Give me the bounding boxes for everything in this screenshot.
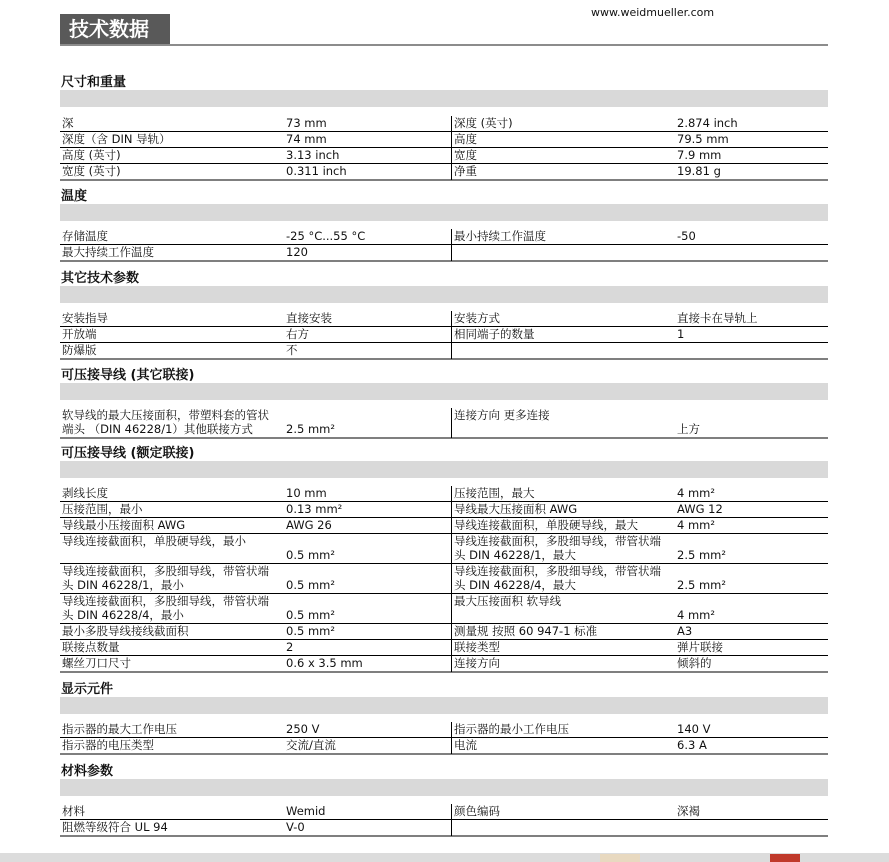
- spec-label: 剥线长度: [62, 486, 108, 500]
- spec-label: 螺丝刀口尺寸: [62, 656, 131, 670]
- spec-label: 联接点数量: [62, 640, 120, 654]
- spec-label: 导线连接截面积，多股细导线，带管状端 头 DIN 46228/4，最大: [454, 564, 661, 592]
- section-end-rule: [60, 671, 828, 673]
- spec-value: Wemid: [286, 804, 326, 818]
- spec-label: 连接方向 更多连接: [454, 408, 550, 422]
- section-band: [60, 383, 828, 400]
- section-title-other: 其它技术参数: [61, 271, 140, 286]
- spec-label: 高度: [454, 132, 477, 146]
- spec-value: 直接卡在导轨上: [677, 311, 758, 325]
- spec-label: 指示器的最大工作电压: [62, 722, 177, 736]
- spec-label: 宽度: [454, 148, 477, 162]
- spec-value: 0.5 mm²: [286, 548, 335, 562]
- section-end-rule: [60, 437, 828, 439]
- spec-label: 联接类型: [454, 640, 500, 654]
- spec-value: 4 mm²: [677, 486, 715, 500]
- spec-value: 0.5 mm²: [286, 608, 335, 622]
- section-end-rule: [60, 753, 828, 755]
- spec-label: 软导线的最大压接面积，带塑料套的管状 端头 （DIN 46228/1）其他联接方式: [62, 408, 269, 436]
- section-band: [60, 461, 828, 478]
- spec-value: 4 mm²: [677, 608, 715, 622]
- section-end-rule: [60, 358, 828, 360]
- footer-strip: [0, 853, 889, 862]
- footer-accent-left: [600, 854, 640, 862]
- spec-value: 右方: [286, 327, 309, 341]
- row-rule: [60, 737, 828, 738]
- column-divider: [451, 311, 452, 359]
- section-band: [60, 697, 828, 714]
- spec-value: 2.874 inch: [677, 116, 738, 130]
- spec-label: 导线连接截面积，多股细导线，带管状端 头 DIN 46228/1，最大: [454, 534, 661, 562]
- spec-label: 最大持续工作温度: [62, 245, 154, 259]
- spec-value: 250 V: [286, 722, 320, 736]
- spec-label: 深: [62, 116, 74, 130]
- spec-label: 净重: [454, 164, 477, 178]
- spec-value: 1: [677, 327, 685, 341]
- page-title: 技术数据: [60, 14, 170, 44]
- section-title-material: 材料参数: [61, 764, 114, 779]
- spec-value: 倾斜的: [677, 656, 712, 670]
- section-band: [60, 204, 828, 221]
- row-rule: [60, 342, 828, 343]
- section-end-rule: [60, 835, 828, 837]
- section-band: [60, 779, 828, 796]
- spec-value: 4 mm²: [677, 518, 715, 532]
- spec-value: 6.3 A: [677, 738, 707, 752]
- column-divider: [451, 408, 452, 438]
- spec-value: 74 mm: [286, 132, 327, 146]
- spec-value: 不: [286, 343, 298, 357]
- section-band: [60, 90, 828, 107]
- section-title-indicator: 显示元件: [61, 682, 114, 697]
- spec-label: 最大压接面积 软导线: [454, 594, 562, 608]
- spec-value: 2.5 mm²: [286, 422, 335, 436]
- spec-value: 79.5 mm: [677, 132, 729, 146]
- row-rule: [60, 326, 828, 327]
- spec-value: 深褐: [677, 804, 700, 818]
- spec-label: 深度 (英寸): [454, 116, 513, 130]
- spec-value: 直接安装: [286, 311, 332, 325]
- spec-label: 测量规 按照 60 947-1 标准: [454, 624, 598, 638]
- spec-label: 导线连接截面积，单股硬导线，最小: [62, 534, 246, 548]
- spec-value: 19.81 g: [677, 164, 721, 178]
- section-end-rule: [60, 260, 828, 262]
- spec-label: 存储温度: [62, 229, 108, 243]
- spec-value: 2: [286, 640, 294, 654]
- spec-value: 0.6 x 3.5 mm: [286, 656, 363, 670]
- spec-label: 安装方式: [454, 311, 500, 325]
- spec-label: 导线最大压接面积 AWG: [454, 502, 578, 516]
- spec-value: -50: [677, 229, 696, 243]
- spec-label: 压接范围，最大: [454, 486, 535, 500]
- spec-label: 开放端: [62, 327, 97, 341]
- spec-label: 导线连接截面积，单股硬导线，最大: [454, 518, 638, 532]
- spec-value: 0.5 mm²: [286, 578, 335, 592]
- section-end-rule: [60, 179, 828, 181]
- column-divider: [451, 486, 452, 672]
- spec-value: 140 V: [677, 722, 711, 736]
- spec-label: 最小持续工作温度: [454, 229, 546, 243]
- spec-label: 相同端子的数量: [454, 327, 535, 341]
- spec-label: 压接范围，最小: [62, 502, 143, 516]
- column-divider: [451, 804, 452, 836]
- spec-value: 2.5 mm²: [677, 548, 726, 562]
- spec-value: 120: [286, 245, 308, 259]
- spec-value: AWG 26: [286, 518, 332, 532]
- spec-value: 73 mm: [286, 116, 327, 130]
- spec-value: AWG 12: [677, 502, 723, 516]
- spec-value: 弹片联接: [677, 640, 723, 654]
- spec-value: 0.5 mm²: [286, 624, 335, 638]
- row-rule: [60, 244, 828, 245]
- section-title-dimensions: 尺寸和重量: [61, 75, 127, 90]
- spec-value: 0.13 mm²: [286, 502, 343, 516]
- spec-label: 电流: [454, 738, 477, 752]
- spec-label: 材料: [62, 804, 85, 818]
- spec-label: 高度 (英寸): [62, 148, 121, 162]
- spec-label: 安装指导: [62, 311, 108, 325]
- spec-label: 连接方向: [454, 656, 500, 670]
- spec-value: 上方: [677, 422, 700, 436]
- footer-accent-right: [770, 854, 800, 862]
- spec-label: 指示器的最小工作电压: [454, 722, 569, 736]
- column-divider: [451, 722, 452, 754]
- column-divider: [451, 116, 452, 180]
- spec-label: 最小多股导线接线截面积: [62, 624, 189, 638]
- spec-value: 7.9 mm: [677, 148, 722, 162]
- spec-label: 深度（含 DIN 导轨）: [62, 132, 171, 146]
- spec-value: A3: [677, 624, 693, 638]
- column-divider: [451, 229, 452, 261]
- spec-value: 交流/直流: [286, 738, 336, 752]
- spec-label: 宽度 (英寸): [62, 164, 121, 178]
- spec-label: 导线最小压接面积 AWG: [62, 518, 186, 532]
- spec-value: 0.311 inch: [286, 164, 347, 178]
- spec-label: 导线连接截面积，多股细导线，带管状端 头 DIN 46228/1，最小: [62, 564, 269, 592]
- spec-label: 导线连接截面积，多股细导线，带管状端 头 DIN 46228/4，最小: [62, 594, 269, 622]
- section-band: [60, 286, 828, 303]
- section-title-temperature: 温度: [61, 189, 88, 204]
- header-rule: [60, 44, 828, 46]
- row-rule: [60, 655, 828, 656]
- spec-value: 10 mm: [286, 486, 327, 500]
- section-title-conductor_rated: 可压接导线 (额定联接): [61, 446, 195, 461]
- spec-label: 防爆版: [62, 343, 97, 357]
- spec-value: V-0: [286, 820, 305, 834]
- spec-label: 阻燃等级符合 UL 94: [62, 820, 168, 834]
- spec-value: 3.13 inch: [286, 148, 340, 162]
- row-rule: [60, 819, 828, 820]
- spec-value: -25 °C...55 °C: [286, 229, 366, 243]
- section-title-conductor_other: 可压接导线 (其它联接): [61, 368, 195, 383]
- spec-label: 指示器的电压类型: [62, 738, 154, 752]
- website-url[interactable]: www.weidmueller.com: [591, 6, 715, 19]
- spec-value: 2.5 mm²: [677, 578, 726, 592]
- spec-label: 颜色编码: [454, 804, 500, 818]
